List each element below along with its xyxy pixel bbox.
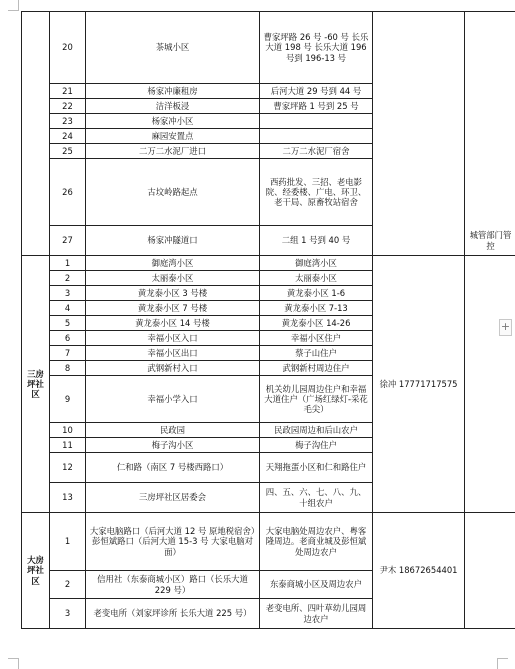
checkpoint-location: 古坟岭路起点: [86, 159, 260, 226]
checkpoint-location: 麻园安置点: [86, 129, 260, 144]
table-row: [22, 256, 515, 271]
checkpoint-location: 杨家冲隧道口: [86, 226, 260, 256]
row-number: 12: [50, 453, 86, 483]
checkpoint-location: 幸福小区入口: [86, 331, 260, 346]
row-number: 11: [50, 438, 86, 453]
checkpoint-location: 武钢新村入口: [86, 361, 260, 376]
community-name: 大房坪社区: [22, 513, 50, 629]
coverage-scope: 二组 1 号到 40 号: [260, 226, 373, 256]
coverage-scope: 黄龙泰小区 7-13: [260, 301, 373, 316]
row-number: 27: [50, 226, 86, 256]
checkpoint-location: 大家电脑路口（后河大道 12 号 原地税宿舍）彭恒斌路口（后河大道 15-3 号 大家电脑对面）: [86, 513, 260, 571]
coverage-scope: 东泰商城小区及周边农户: [260, 571, 373, 599]
management-note: 城管部门管控: [465, 12, 515, 256]
row-number: 2: [50, 271, 86, 286]
coverage-scope: 曹家坪路 1 号到 25 号: [260, 99, 373, 114]
checkpoint-location: 杨家冲小区: [86, 114, 260, 129]
contact-person: 徐冲 17771717575: [373, 256, 465, 513]
coverage-scope: 幸福小区住户: [260, 331, 373, 346]
row-number: 5: [50, 316, 86, 331]
row-number: 23: [50, 114, 86, 129]
coverage-scope: 民政园周边和后山农户: [260, 423, 373, 438]
coverage-scope: 武钢新村周边住户: [260, 361, 373, 376]
coverage-scope: 太丽泰小区: [260, 271, 373, 286]
row-number: 1: [50, 513, 86, 571]
checkpoint-location: 茶城小区: [86, 12, 260, 84]
table-row: [22, 12, 515, 84]
checkpoint-location: 御庭湾小区: [86, 256, 260, 271]
row-number: 3: [50, 599, 86, 629]
checkpoint-location: 仁和路（南区 7 号楼西路口）: [86, 453, 260, 483]
coverage-scope: 御庭湾小区: [260, 256, 373, 271]
row-number: 10: [50, 423, 86, 438]
checkpoint-location: 梅子沟小区: [86, 438, 260, 453]
coverage-scope: 四、五、六、七、八、九、十组农户: [260, 483, 373, 513]
coverage-scope: 曹家坪路 26 号 -60 号 长乐大道 198 号 长乐大道 196 号到 196-13 号: [260, 12, 373, 84]
row-number: 9: [50, 376, 86, 423]
checkpoint-location: 幸福小学入口: [86, 376, 260, 423]
checkpoint-location: 黄龙泰小区 14 号楼: [86, 316, 260, 331]
checkpoint-location: 杨家冲廉租房: [86, 84, 260, 99]
row-number: 6: [50, 331, 86, 346]
coverage-scope: [260, 129, 373, 144]
checkpoint-location: 太丽泰小区: [86, 271, 260, 286]
row-number: 26: [50, 159, 86, 226]
checkpoint-location: 信用社（东泰商城小区）路口（长乐大道 229 号）: [86, 571, 260, 599]
checkpoint-location: 幸福小区出口: [86, 346, 260, 361]
row-number: 13: [50, 483, 86, 513]
row-number: 21: [50, 84, 86, 99]
checkpoint-location: 黄龙泰小区 3 号楼: [86, 286, 260, 301]
remark-cell: [465, 256, 515, 513]
checkpoint-table: [21, 11, 515, 629]
row-number: 1: [50, 256, 86, 271]
checkpoint-location: 黄龙泰小区 7 号楼: [86, 301, 260, 316]
row-number: 2: [50, 571, 86, 599]
row-number: 25: [50, 144, 86, 159]
row-number: 24: [50, 129, 86, 144]
contact-person: 尹木 18672654401: [373, 513, 465, 629]
contact-cell: [373, 12, 465, 256]
row-number: 8: [50, 361, 86, 376]
table-row: [22, 513, 515, 571]
checkpoint-location: 二万二水泥厂进口: [86, 144, 260, 159]
community-name: 三房坪社区: [22, 256, 50, 513]
coverage-scope: 机关幼儿园周边住户和幸福大道住户（广场红绿灯-采花毛尖）: [260, 376, 373, 423]
checkpoint-location: 洁洋板浸: [86, 99, 260, 114]
coverage-scope: 老变电所、四叶草幼儿园周边农户: [260, 599, 373, 629]
row-number: 7: [50, 346, 86, 361]
coverage-scope: 后河大道 29 号到 44 号: [260, 84, 373, 99]
coverage-scope: 天翔拖蛋小区和仁和路住户: [260, 453, 373, 483]
coverage-scope: [260, 114, 373, 129]
page-corner-mark: [8, 0, 19, 11]
coverage-scope: 黄龙泰小区 1-6: [260, 286, 373, 301]
coverage-scope: 梅子沟住户: [260, 438, 373, 453]
add-row-button[interactable]: +: [499, 319, 512, 336]
page-corner-mark: [8, 658, 19, 669]
checkpoint-location: 民政园: [86, 423, 260, 438]
community-cell: [22, 12, 50, 256]
coverage-scope: 西药批发、三招、老电影院、经委楼、广电、环卫、老干局、原畜牧站宿舍: [260, 159, 373, 226]
coverage-scope: 黄龙泰小区 14-26: [260, 316, 373, 331]
page-corner-mark: [497, 658, 508, 669]
row-number: 20: [50, 12, 86, 84]
checkpoint-location: 三房坪社区居委会: [86, 483, 260, 513]
row-number: 4: [50, 301, 86, 316]
checkpoint-location: 老变电所（刘家坪诊所 长乐大道 225 号）: [86, 599, 260, 629]
coverage-scope: 二万二水泥厂宿舍: [260, 144, 373, 159]
coverage-scope: 大家电脑处周边农户、粤客隆周边。老商业城及彭恒斌处周边农户: [260, 513, 373, 571]
coverage-scope: 蔡子山住户: [260, 346, 373, 361]
row-number: 3: [50, 286, 86, 301]
row-number: 22: [50, 99, 86, 114]
remark-cell: [465, 513, 515, 629]
